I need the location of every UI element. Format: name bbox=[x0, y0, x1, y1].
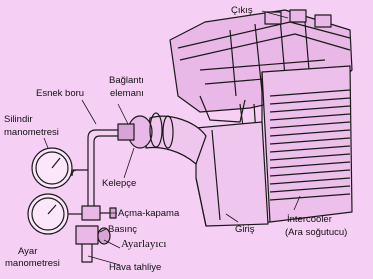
inlet-tank bbox=[196, 122, 268, 226]
intercooler-core bbox=[262, 66, 352, 222]
label-clamp: Kelepçe bbox=[102, 178, 137, 189]
label-regulator-gauge-line2: manometresi bbox=[5, 258, 60, 269]
label-outlet: Çıkış bbox=[231, 5, 253, 16]
label-intercooler-line2: (Ara soğutucu) bbox=[285, 227, 348, 238]
label-flex-hose: Esnek boru bbox=[36, 88, 85, 99]
label-regulator-gauge-line1: Ayar bbox=[18, 246, 38, 257]
label-shutoff: Açma-kapama bbox=[118, 208, 180, 219]
label-regulator: Ayarlayıcı bbox=[121, 238, 167, 250]
label-connector-line2: elemanı bbox=[110, 88, 144, 99]
label-intercooler-line1: İntercooler bbox=[287, 214, 332, 225]
label-cylinder-gauge-line2: manometresi bbox=[4, 127, 59, 138]
regulator-gauge-drawing bbox=[28, 194, 82, 234]
label-bleed: Hava tahliye bbox=[109, 262, 162, 273]
label-pressure: Basınç bbox=[108, 224, 138, 235]
label-inlet: Giriş bbox=[235, 224, 255, 235]
test-pipe bbox=[72, 130, 118, 210]
cylinder-gauge-drawing bbox=[32, 148, 76, 188]
label-cylinder-gauge-line1: Silindir bbox=[4, 114, 33, 125]
label-connector-line1: Bağlantı bbox=[109, 75, 144, 86]
pressure-regulator-drawing bbox=[76, 226, 110, 262]
